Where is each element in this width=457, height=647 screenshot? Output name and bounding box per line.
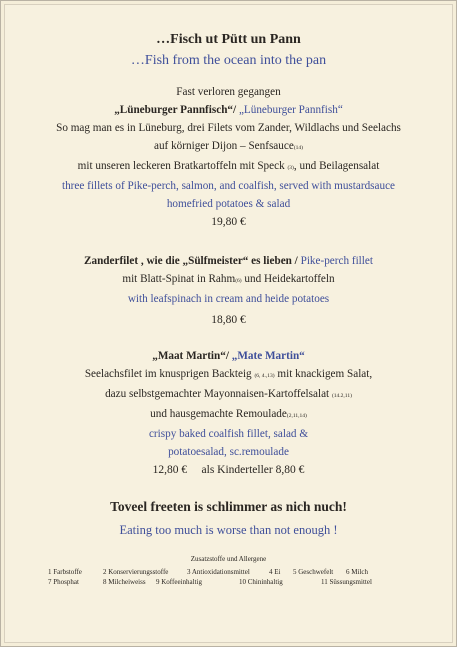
dish-desc-text: mit Blatt-Spinat in Rahm: [122, 273, 236, 285]
dish-desc-line: [1, 405, 456, 425]
section-title-en: …Fish from the ocean into the pan: [130, 53, 327, 68]
allergen-note: (2,11,14): [286, 413, 307, 419]
additive-item: 9 Koffeeinhaltig: [156, 578, 202, 586]
dish-desc-line: [1, 385, 456, 405]
dish-desc-en: potatoesalad, sc.remoulade: [168, 446, 289, 458]
dish-intro: Fast verloren gegangen: [176, 86, 281, 98]
allergen-note: (14.2,11): [331, 393, 352, 399]
dish-desc-text: mit unseren leckeren Bratkartoffeln mit Speck: [77, 160, 285, 172]
dish-desc-line: [1, 365, 456, 385]
section-title-de: …Fisch ut Pütt un Pann: [156, 32, 301, 47]
dish-desc-text: auf körniger Dijon – Senfsauce: [154, 140, 294, 152]
dish-desc-text: Seelachsfilet im knusprigen Backteig: [84, 368, 252, 380]
dish-price: 19,80 €: [211, 216, 246, 228]
dish-name: [1, 101, 456, 119]
dish-desc-en: with leafspinach in cream and heide potatoes: [127, 293, 330, 305]
dish-price: 18,80 €: [211, 314, 246, 326]
dish-desc-en: crispy baked coalfish fillet, salad &: [148, 428, 309, 440]
dish-name-en: Pike-perch fillet: [300, 255, 373, 267]
additive-item: 10 Chininhaltig: [239, 578, 283, 586]
allergen-note: (3): [287, 165, 294, 171]
additive-item: 4 Ei: [269, 568, 281, 576]
dish-price: 12,80 €: [152, 464, 188, 476]
additives-title: Zusatzstoffe und Allergene: [190, 555, 267, 563]
dish-desc-en: homefried potatoes & salad: [166, 198, 291, 210]
dish-name-de: Zanderfilet , wie die „Sülfmeister“ es lieben /: [84, 255, 298, 267]
dish-desc-line: So mag man es in Lüneburg, drei Filets vom Zander, Wildlachs und Seelachs: [56, 122, 401, 134]
allergen-note: (6, 4.,13): [254, 373, 275, 379]
additive-item: 2 Konservierungsstoffe: [103, 568, 169, 576]
dish-desc-text: dazu selbstgemachter Mayonnaisen-Kartoffelsalat: [105, 388, 330, 400]
dish-desc-line: mit unseren leckeren Bratkartoffeln mit Speck (3), und Beilagensalat: [77, 160, 380, 172]
dish-zanderfilet: [1, 252, 456, 329]
dish-maat-martin: [1, 347, 456, 479]
dish-name-de: „Lüneburger Pannfisch“/: [114, 104, 237, 116]
additive-item: 7 Phosphat: [48, 578, 79, 586]
additive-item: 5 Geschwefelt: [293, 568, 334, 576]
dish-desc-line: [1, 270, 456, 290]
motto-en: Eating too much is worse than not enough !: [119, 523, 338, 537]
dish-name-en: „Mate Martin“: [231, 350, 305, 362]
dish-desc-text: und Heidekartoffeln: [244, 273, 335, 285]
additive-item: 3 Antioxidationsmittel: [187, 568, 250, 576]
additive-item: 1 Farbstoffe: [48, 568, 82, 576]
dish-name-de: „Maat Martin“/: [152, 350, 229, 362]
dish-desc-text: mit knackigem Salat,: [277, 368, 373, 380]
dish-desc-en: three fillets of Pike-perch, salmon, and coalfish, served with mustardsauce: [61, 180, 396, 192]
dish-desc-text: und hausgemachte Remoulade: [150, 408, 287, 420]
dish-desc-line: [1, 137, 456, 157]
additive-item: 8 Milcheiweiss: [103, 578, 146, 586]
kids-price: als Kinderteller 8,80 €: [201, 464, 305, 476]
additive-item: 6 Milch: [346, 568, 368, 576]
dish-name: [1, 347, 456, 365]
additive-item: 11 Süssungsmittel: [321, 578, 372, 586]
dish-name-en: „Lüneburger Pannfish“: [238, 104, 343, 116]
dish-name: [1, 252, 456, 270]
dish-desc-text: und Beilagensalat: [299, 160, 380, 172]
allergen-note: (6): [235, 278, 242, 284]
allergen-note: (14): [293, 145, 303, 151]
motto-de: Toveel freeten is schlimmer as nich nuch!: [110, 499, 347, 514]
dish-price-line: [1, 461, 456, 479]
dish-pannfisch: [1, 83, 456, 231]
